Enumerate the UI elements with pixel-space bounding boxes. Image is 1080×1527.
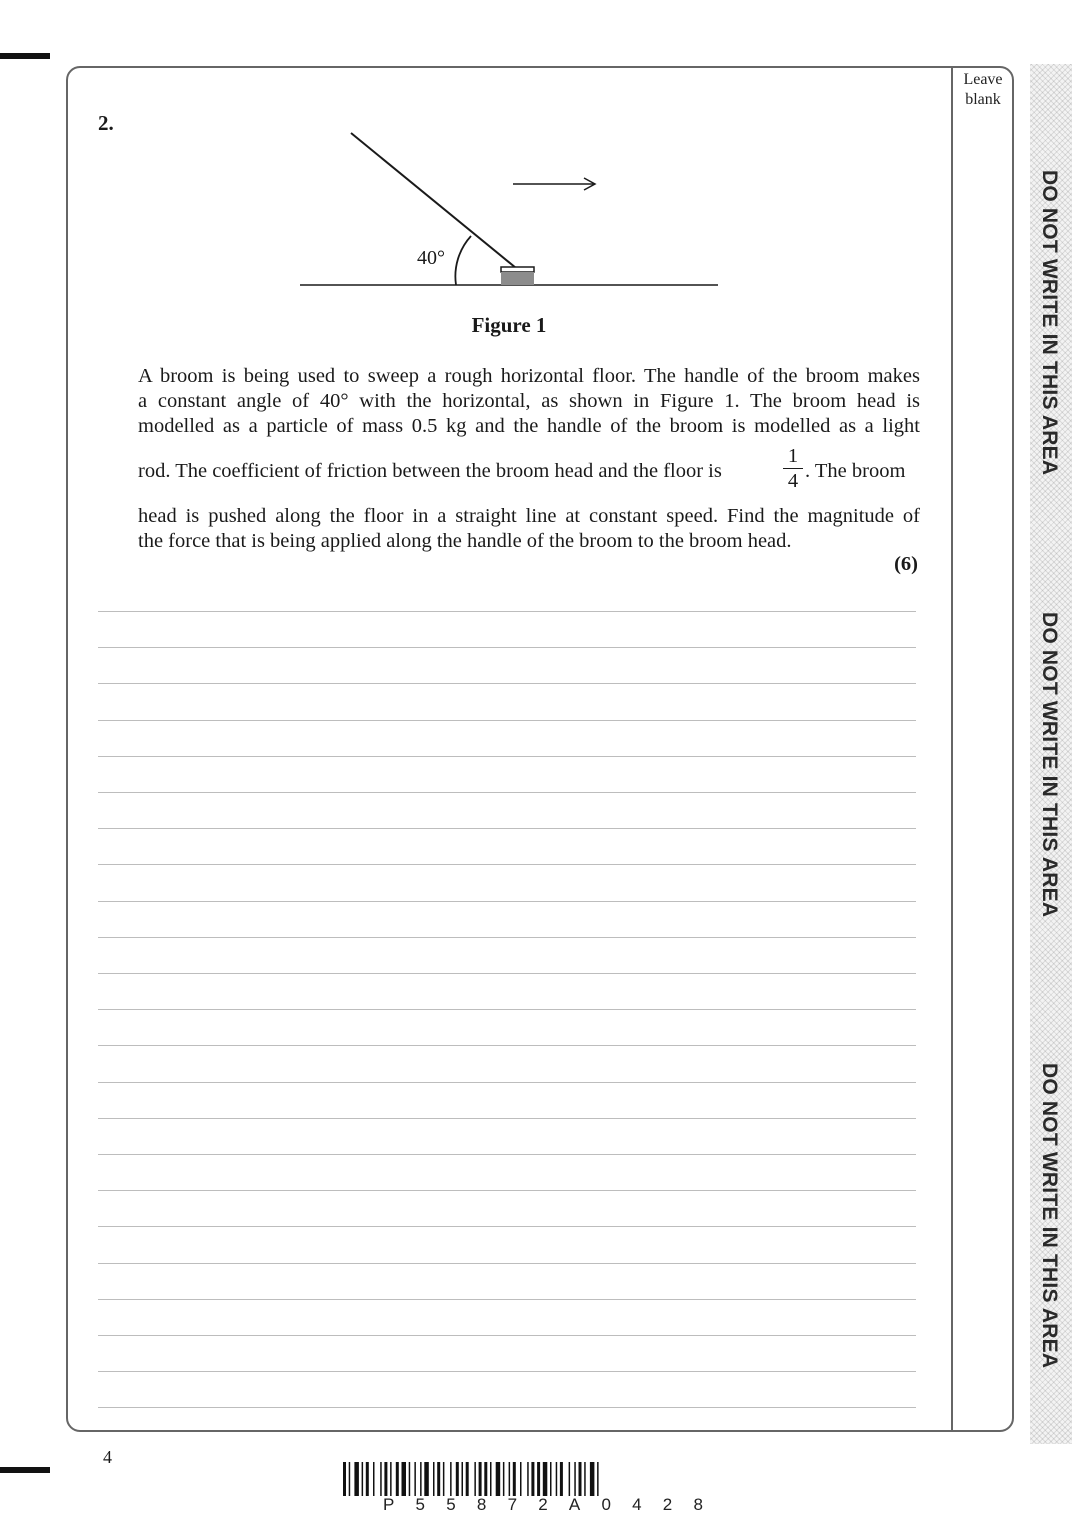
fraction-numerator: 1 — [787, 445, 799, 467]
question-text-line-1: A broom is being used to sweep a rough horizontal floor. The handle of the broom makes — [138, 365, 920, 387]
leave-blank-label: Leave blank — [963, 71, 1003, 108]
barcode-bar — [349, 1462, 351, 1496]
answer-line[interactable] — [98, 611, 916, 612]
barcode-bar — [456, 1462, 459, 1496]
barcode-bar — [479, 1462, 482, 1496]
answer-line[interactable] — [98, 1371, 916, 1372]
barcode-bar — [503, 1462, 505, 1496]
barcode-char: P — [383, 1495, 395, 1514]
barcode-bar — [396, 1462, 399, 1496]
question-text-line-6: the force that is being applied along the handle of the broom to the broom head. — [138, 530, 792, 552]
answer-line[interactable] — [98, 1118, 916, 1119]
question-text-line-3: modelled as a particle of mass 0.5 kg and the handle of the broom is modelled as a light — [138, 415, 920, 437]
answer-line[interactable] — [98, 1009, 916, 1010]
barcode-bar — [390, 1462, 392, 1496]
friction-fraction — [783, 445, 803, 492]
answer-line[interactable] — [98, 1263, 916, 1264]
broom-bristles — [501, 272, 534, 285]
barcode-bar — [597, 1462, 599, 1496]
barcode-bar — [484, 1462, 487, 1496]
barcode-bar — [520, 1462, 522, 1496]
answer-line[interactable] — [98, 1299, 916, 1300]
barcode-bar — [556, 1462, 558, 1496]
answer-line[interactable] — [98, 937, 916, 938]
answer-line[interactable] — [98, 792, 916, 793]
barcode-bar — [433, 1462, 435, 1496]
barcode-bar — [490, 1462, 492, 1496]
fraction-denominator: 4 — [787, 470, 799, 492]
margin-mark-bottom — [0, 1467, 50, 1473]
barcode-bar — [579, 1462, 582, 1496]
barcode-bar — [409, 1462, 411, 1496]
question-text-line-4-end — [805, 459, 925, 484]
barcode-bar — [362, 1462, 364, 1496]
barcode-char: A — [568, 1495, 581, 1514]
answer-line[interactable] — [98, 1226, 916, 1227]
barcode-bar — [543, 1462, 548, 1496]
barcode-char: 8 — [693, 1495, 703, 1514]
barcode-bar — [569, 1462, 571, 1496]
barcode — [343, 1462, 735, 1496]
question-number: 2. — [98, 111, 114, 135]
question-marks: (6) — [894, 553, 918, 575]
barcode-bar — [402, 1462, 407, 1496]
answer-line[interactable] — [98, 683, 916, 684]
answer-line[interactable] — [98, 1335, 916, 1336]
angle-label: 40° — [417, 247, 445, 269]
barcode-bar — [537, 1462, 540, 1496]
barcode-char: 5 — [446, 1495, 456, 1514]
barcode-bar — [584, 1462, 586, 1496]
barcode-bar — [474, 1462, 476, 1496]
barcode-bar — [373, 1462, 375, 1496]
question-text-line-2: a constant angle of 40° with the horizontal, as shown in Figure 1. The broom head is — [138, 390, 920, 412]
barcode-bar — [531, 1462, 534, 1496]
answer-line[interactable] — [98, 720, 916, 721]
question-text-line-4-start: rod. The coefficient of friction between the broom head and the floor is — [138, 460, 722, 482]
page-number: 4 — [103, 1447, 112, 1467]
barcode-bar — [574, 1462, 576, 1496]
barcode-char: 4 — [632, 1495, 642, 1514]
answer-line[interactable] — [98, 1045, 916, 1046]
barcode-char: 7 — [507, 1495, 518, 1514]
barcode-char: 2 — [662, 1495, 673, 1514]
barcode-text — [383, 1495, 703, 1515]
barcode-bar — [509, 1462, 511, 1496]
barcode-bar — [384, 1462, 387, 1496]
answer-line[interactable] — [98, 1154, 916, 1155]
answer-line[interactable] — [98, 1190, 916, 1191]
answer-line[interactable] — [98, 973, 916, 974]
answer-line[interactable] — [98, 864, 916, 865]
do-not-write-label-3: DO NOT WRITE IN THIS AREA — [1038, 1063, 1061, 1369]
barcode-char: 2 — [538, 1495, 548, 1514]
answer-line[interactable] — [98, 647, 916, 648]
barcode-bar — [414, 1462, 416, 1496]
barcode-bar — [450, 1462, 452, 1496]
question-text-line-4-end-text: . The broom — [805, 460, 906, 482]
barcode-bar — [550, 1462, 552, 1496]
answer-line[interactable] — [98, 756, 916, 757]
broom-figure — [0, 0, 1080, 340]
barcode-bar — [424, 1462, 429, 1496]
barcode-bar — [496, 1462, 501, 1496]
barcode-bar — [366, 1462, 369, 1496]
barcode-bar — [354, 1462, 359, 1496]
barcode-bar — [590, 1462, 595, 1496]
answer-line[interactable] — [98, 828, 916, 829]
barcode-bar — [560, 1462, 563, 1496]
barcode-bar — [527, 1462, 529, 1496]
barcode-bar — [343, 1462, 346, 1496]
answer-line[interactable] — [98, 1082, 916, 1083]
barcode-bar — [420, 1462, 422, 1496]
fraction-bar — [783, 468, 803, 469]
barcode-char: 8 — [476, 1495, 487, 1514]
barcode-bar — [513, 1462, 516, 1496]
barcode-bar — [466, 1462, 469, 1496]
answer-line[interactable] — [98, 1407, 916, 1408]
figure-caption: Figure 1 — [471, 313, 547, 337]
angle-arc — [455, 236, 471, 285]
do-not-write-label-1: DO NOT WRITE IN THIS AREA — [1038, 170, 1061, 476]
broom-head — [501, 267, 534, 272]
barcode-char: 0 — [601, 1495, 611, 1514]
barcode-bar — [462, 1462, 464, 1496]
barcode-bar — [437, 1462, 440, 1496]
barcode-bar — [380, 1462, 382, 1496]
barcode-char: 5 — [415, 1495, 426, 1514]
barcode-bar — [443, 1462, 445, 1496]
do-not-write-label-2: DO NOT WRITE IN THIS AREA — [1038, 612, 1061, 918]
question-text-line-5: head is pushed along the floor in a straight line at constant speed. Find the magnitude of — [138, 505, 920, 527]
answer-line[interactable] — [98, 901, 916, 902]
